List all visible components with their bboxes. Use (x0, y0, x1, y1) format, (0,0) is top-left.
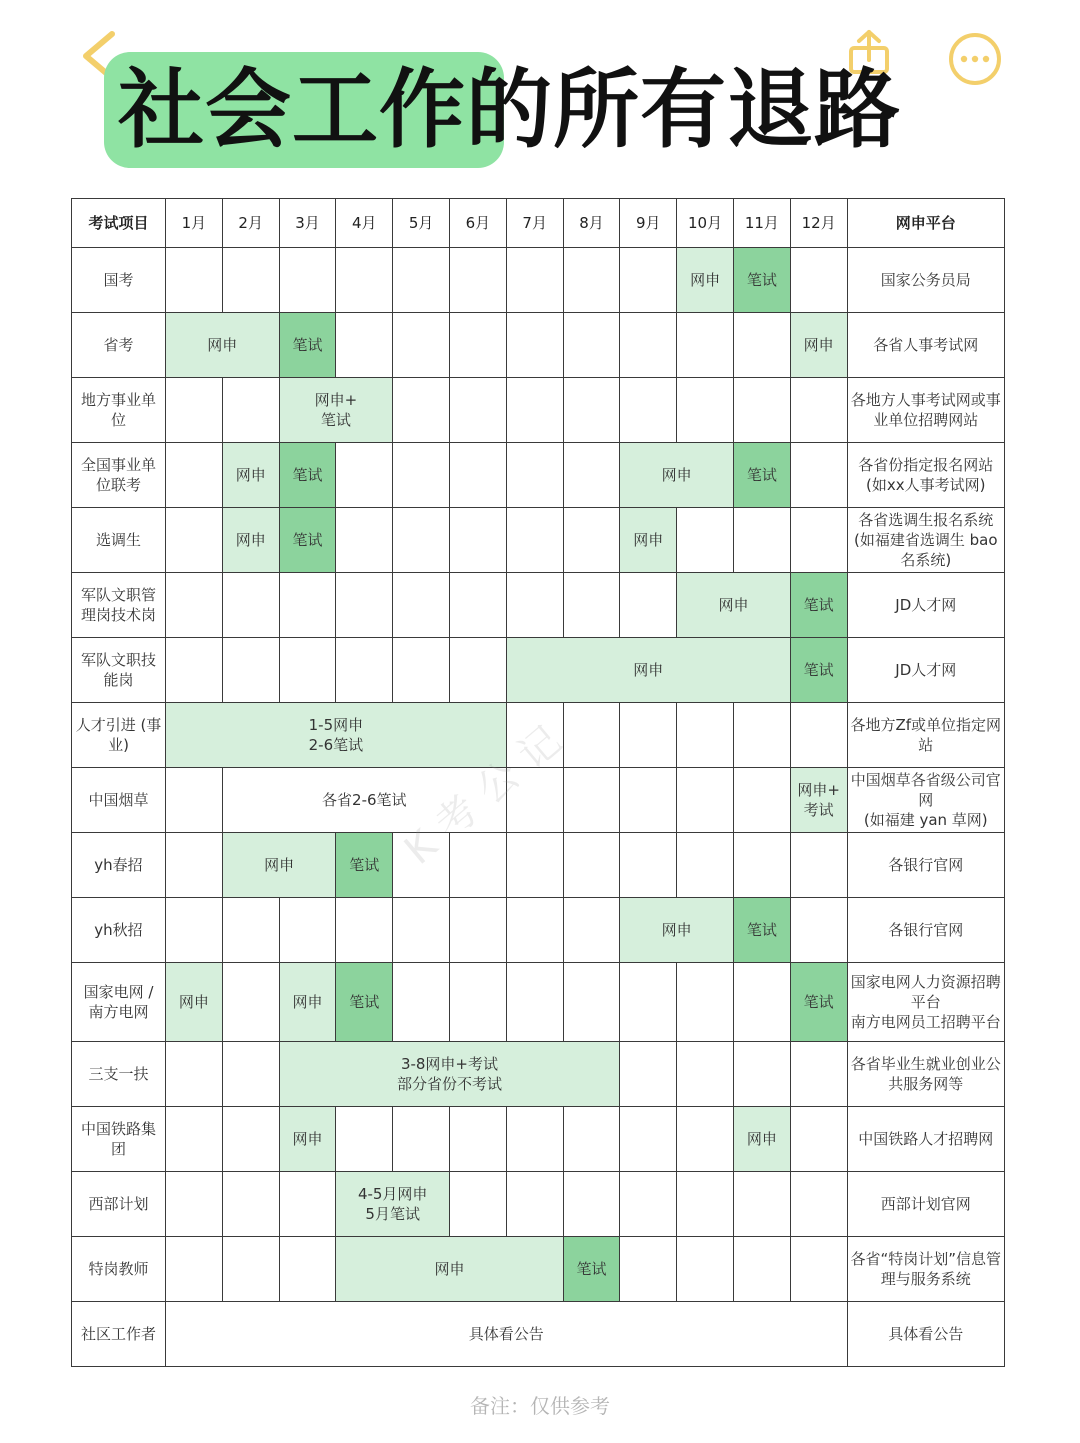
platform-cell: 各地方人事考试网或事业单位招聘网站 (847, 378, 1004, 443)
empty-cell (677, 1107, 734, 1172)
watermark: K考公记 (396, 708, 581, 874)
empty-cell (620, 248, 677, 313)
more-icon[interactable] (948, 32, 1002, 86)
empty-cell (336, 248, 393, 313)
exam-name-cell: 中国烟草 (72, 768, 166, 833)
schedule-cell: 网申 (620, 508, 677, 573)
schedule-cell: 3-8网申+考试 部分省份不考试 (279, 1042, 620, 1107)
header-month: 10月 (677, 199, 734, 248)
exam-name-cell: 人才引进 (事业) (72, 703, 166, 768)
table-row (72, 1042, 1005, 1107)
empty-cell (222, 638, 279, 703)
empty-cell (222, 898, 279, 963)
schedule-cell: 笔试 (790, 963, 847, 1042)
empty-cell (563, 248, 620, 313)
platform-cell: JD人才网 (847, 638, 1004, 703)
empty-cell (279, 573, 336, 638)
header-month: 2月 (222, 199, 279, 248)
empty-cell (620, 768, 677, 833)
header-month: 8月 (563, 199, 620, 248)
table-row (72, 898, 1005, 963)
empty-cell (733, 508, 790, 573)
schedule-cell: 网申 (279, 1107, 336, 1172)
empty-cell (790, 1107, 847, 1172)
platform-cell: 各省“特岗计划”信息管理与服务系统 (847, 1237, 1004, 1302)
table-row (72, 573, 1005, 638)
empty-cell (393, 378, 450, 443)
empty-cell (449, 313, 506, 378)
empty-cell (733, 313, 790, 378)
empty-cell (563, 768, 620, 833)
table-row (72, 248, 1005, 313)
empty-cell (506, 508, 563, 573)
empty-cell (677, 963, 734, 1042)
empty-cell (393, 573, 450, 638)
empty-cell (790, 1172, 847, 1237)
empty-cell (733, 1042, 790, 1107)
empty-cell (166, 898, 223, 963)
schedule-cell: 笔试 (279, 313, 336, 378)
header-month: 3月 (279, 199, 336, 248)
empty-cell (790, 1237, 847, 1302)
empty-cell (733, 378, 790, 443)
empty-cell (449, 963, 506, 1042)
table-row (72, 963, 1005, 1042)
platform-cell: 各省选调生报名系统 (如福建省选调生 bao 名系统) (847, 508, 1004, 573)
empty-cell (790, 1042, 847, 1107)
header-month: 4月 (336, 199, 393, 248)
empty-cell (222, 1107, 279, 1172)
platform-cell: 各银行官网 (847, 898, 1004, 963)
schedule-cell: 网申 (222, 443, 279, 508)
platform-cell: 中国烟草各省级公司官网 (如福建 yan 草网) (847, 768, 1004, 833)
empty-cell (166, 1042, 223, 1107)
platform-cell: 各省份指定报名网站 (如xx人事考试网) (847, 443, 1004, 508)
empty-cell (336, 443, 393, 508)
empty-cell (677, 378, 734, 443)
empty-cell (620, 378, 677, 443)
empty-cell (449, 1107, 506, 1172)
empty-cell (563, 1172, 620, 1237)
empty-cell (279, 898, 336, 963)
header-row (72, 199, 1005, 248)
empty-cell (620, 1172, 677, 1237)
empty-cell (449, 508, 506, 573)
empty-cell (166, 833, 223, 898)
empty-cell (733, 703, 790, 768)
schedule-cell: 网申 (677, 573, 791, 638)
schedule-cell: 网申 (166, 313, 280, 378)
schedule-cell: 笔试 (563, 1237, 620, 1302)
empty-cell (506, 313, 563, 378)
empty-cell (620, 1237, 677, 1302)
schedule-cell: 笔试 (336, 833, 393, 898)
schedule-cell: 笔试 (790, 638, 847, 703)
platform-cell: 各地方Zf或单位指定网站 (847, 703, 1004, 768)
header-month: 6月 (449, 199, 506, 248)
schedule-cell: 网申 (166, 963, 223, 1042)
empty-cell (733, 1172, 790, 1237)
empty-cell (279, 1237, 336, 1302)
empty-cell (222, 1172, 279, 1237)
platform-cell: 西部计划官网 (847, 1172, 1004, 1237)
empty-cell (393, 833, 450, 898)
empty-cell (563, 443, 620, 508)
table-row (72, 443, 1005, 508)
schedule-cell: 网申 (620, 443, 734, 508)
empty-cell (166, 638, 223, 703)
platform-cell: 国家公务员局 (847, 248, 1004, 313)
schedule-cell: 网申 (620, 898, 734, 963)
empty-cell (449, 573, 506, 638)
empty-cell (563, 833, 620, 898)
empty-cell (733, 833, 790, 898)
empty-cell (166, 443, 223, 508)
empty-cell (336, 313, 393, 378)
platform-cell: 国家电网人力资源招聘平台 南方电网员工招聘平台 (847, 963, 1004, 1042)
empty-cell (393, 1107, 450, 1172)
schedule-cell: 笔试 (336, 963, 393, 1042)
empty-cell (677, 1042, 734, 1107)
exam-name-cell: 社区工作者 (72, 1302, 166, 1367)
empty-cell (393, 963, 450, 1042)
table-row (72, 313, 1005, 378)
empty-cell (166, 1237, 223, 1302)
empty-cell (677, 1237, 734, 1302)
empty-cell (449, 833, 506, 898)
empty-cell (790, 248, 847, 313)
exam-schedule-table (71, 198, 1005, 1367)
schedule-cell: 网申 (677, 248, 734, 313)
empty-cell (166, 1172, 223, 1237)
empty-cell (620, 1042, 677, 1107)
platform-cell: 各省人事考试网 (847, 313, 1004, 378)
empty-cell (563, 573, 620, 638)
empty-cell (222, 963, 279, 1042)
empty-cell (677, 1172, 734, 1237)
table-row (72, 638, 1005, 703)
schedule-cell: 具体看公告 (166, 1302, 848, 1367)
exam-name-cell: 省考 (72, 313, 166, 378)
empty-cell (393, 898, 450, 963)
empty-cell (506, 248, 563, 313)
empty-cell (393, 508, 450, 573)
table-row (72, 378, 1005, 443)
exam-name-cell: 军队文职技能岗 (72, 638, 166, 703)
empty-cell (506, 963, 563, 1042)
empty-cell (166, 573, 223, 638)
empty-cell (279, 248, 336, 313)
empty-cell (449, 898, 506, 963)
schedule-cell: 网申 (790, 313, 847, 378)
empty-cell (222, 378, 279, 443)
empty-cell (790, 833, 847, 898)
empty-cell (222, 573, 279, 638)
empty-cell (790, 443, 847, 508)
empty-cell (733, 963, 790, 1042)
empty-cell (279, 638, 336, 703)
empty-cell (733, 1237, 790, 1302)
empty-cell (506, 573, 563, 638)
empty-cell (563, 378, 620, 443)
empty-cell (677, 833, 734, 898)
schedule-cell: 笔试 (733, 898, 790, 963)
exam-name-cell: 军队文职管理岗技术岗 (72, 573, 166, 638)
empty-cell (620, 703, 677, 768)
empty-cell (166, 1107, 223, 1172)
table-row (72, 1302, 1005, 1367)
exam-name-cell: 选调生 (72, 508, 166, 573)
empty-cell (506, 1107, 563, 1172)
schedule-cell: 各省2-6笔试 (222, 768, 506, 833)
empty-cell (677, 508, 734, 573)
empty-cell (393, 248, 450, 313)
empty-cell (790, 898, 847, 963)
empty-cell (563, 898, 620, 963)
table-row (72, 1107, 1005, 1172)
empty-cell (393, 313, 450, 378)
empty-cell (449, 443, 506, 508)
schedule-cell: 笔试 (733, 248, 790, 313)
empty-cell (563, 963, 620, 1042)
empty-cell (733, 768, 790, 833)
empty-cell (506, 443, 563, 508)
empty-cell (336, 638, 393, 703)
header-month: 9月 (620, 199, 677, 248)
empty-cell (620, 833, 677, 898)
schedule-cell: 笔试 (279, 508, 336, 573)
schedule-cell: 网申 (733, 1107, 790, 1172)
empty-cell (449, 378, 506, 443)
empty-cell (222, 248, 279, 313)
schedule-cell: 笔试 (279, 443, 336, 508)
empty-cell (677, 703, 734, 768)
table-row (72, 508, 1005, 573)
platform-cell: 具体看公告 (847, 1302, 1004, 1367)
platform-cell: 中国铁路人才招聘网 (847, 1107, 1004, 1172)
empty-cell (393, 443, 450, 508)
empty-cell (563, 1107, 620, 1172)
table-row (72, 1172, 1005, 1237)
exam-name-cell: 地方事业单位 (72, 378, 166, 443)
schedule-cell: 网申+ 考试 (790, 768, 847, 833)
platform-cell: 各银行官网 (847, 833, 1004, 898)
empty-cell (620, 573, 677, 638)
empty-cell (166, 248, 223, 313)
empty-cell (506, 378, 563, 443)
empty-cell (506, 703, 563, 768)
empty-cell (336, 1107, 393, 1172)
schedule-cell: 网申 (222, 833, 336, 898)
exam-name-cell: yh春招 (72, 833, 166, 898)
empty-cell (563, 508, 620, 573)
empty-cell (166, 378, 223, 443)
header-month: 1月 (166, 199, 223, 248)
page-title (118, 52, 901, 168)
top-bar (0, 0, 1080, 190)
empty-cell (620, 1107, 677, 1172)
schedule-cell: 4-5月网申 5月笔试 (336, 1172, 450, 1237)
schedule-cell: 网申+ 笔试 (279, 378, 393, 443)
empty-cell (790, 703, 847, 768)
empty-cell (506, 768, 563, 833)
table-row (72, 703, 1005, 768)
schedule-cell: 1-5网申 2-6笔试 (166, 703, 507, 768)
platform-cell: JD人才网 (847, 573, 1004, 638)
header-month: 12月 (790, 199, 847, 248)
schedule-cell: 网申 (222, 508, 279, 573)
header-exam: 考试项目 (72, 199, 166, 248)
empty-cell (449, 638, 506, 703)
empty-cell (506, 898, 563, 963)
empty-cell (336, 508, 393, 573)
empty-cell (449, 1172, 506, 1237)
empty-cell (677, 768, 734, 833)
footnote: 备注：仅供参考 (470, 1394, 610, 1418)
exam-name-cell: 国家电网 / 南方电网 (72, 963, 166, 1042)
empty-cell (506, 1172, 563, 1237)
platform-cell: 各省毕业生就业创业公共服务网等 (847, 1042, 1004, 1107)
exam-name-cell: 西部计划 (72, 1172, 166, 1237)
empty-cell (393, 638, 450, 703)
schedule-cell: 笔试 (733, 443, 790, 508)
empty-cell (166, 508, 223, 573)
empty-cell (279, 1172, 336, 1237)
title-rest-text: 的所有退路 (466, 60, 901, 160)
empty-cell (166, 768, 223, 833)
empty-cell (506, 833, 563, 898)
exam-name-cell: 国考 (72, 248, 166, 313)
empty-cell (222, 1042, 279, 1107)
exam-name-cell: 全国事业单位联考 (72, 443, 166, 508)
table-row (72, 833, 1005, 898)
empty-cell (449, 248, 506, 313)
empty-cell (677, 313, 734, 378)
schedule-cell: 网申 (279, 963, 336, 1042)
empty-cell (790, 508, 847, 573)
exam-name-cell: 中国铁路集团 (72, 1107, 166, 1172)
empty-cell (563, 313, 620, 378)
empty-cell (563, 703, 620, 768)
empty-cell (620, 963, 677, 1042)
empty-cell (222, 1237, 279, 1302)
schedule-cell: 笔试 (790, 573, 847, 638)
empty-cell (336, 898, 393, 963)
header-month: 11月 (733, 199, 790, 248)
schedule-cell: 网申 (506, 638, 790, 703)
table-row (72, 768, 1005, 833)
exam-name-cell: 特岗教师 (72, 1237, 166, 1302)
header-platform: 网申平台 (847, 199, 1004, 248)
table-row (72, 1237, 1005, 1302)
exam-name-cell: 三支一扶 (72, 1042, 166, 1107)
empty-cell (790, 378, 847, 443)
exam-name-cell: yh秋招 (72, 898, 166, 963)
header-month: 7月 (506, 199, 563, 248)
schedule-cell: 网申 (336, 1237, 563, 1302)
empty-cell (336, 573, 393, 638)
header-month: 5月 (393, 199, 450, 248)
empty-cell (620, 313, 677, 378)
title-highlight-text: 社会工作 (118, 60, 466, 160)
